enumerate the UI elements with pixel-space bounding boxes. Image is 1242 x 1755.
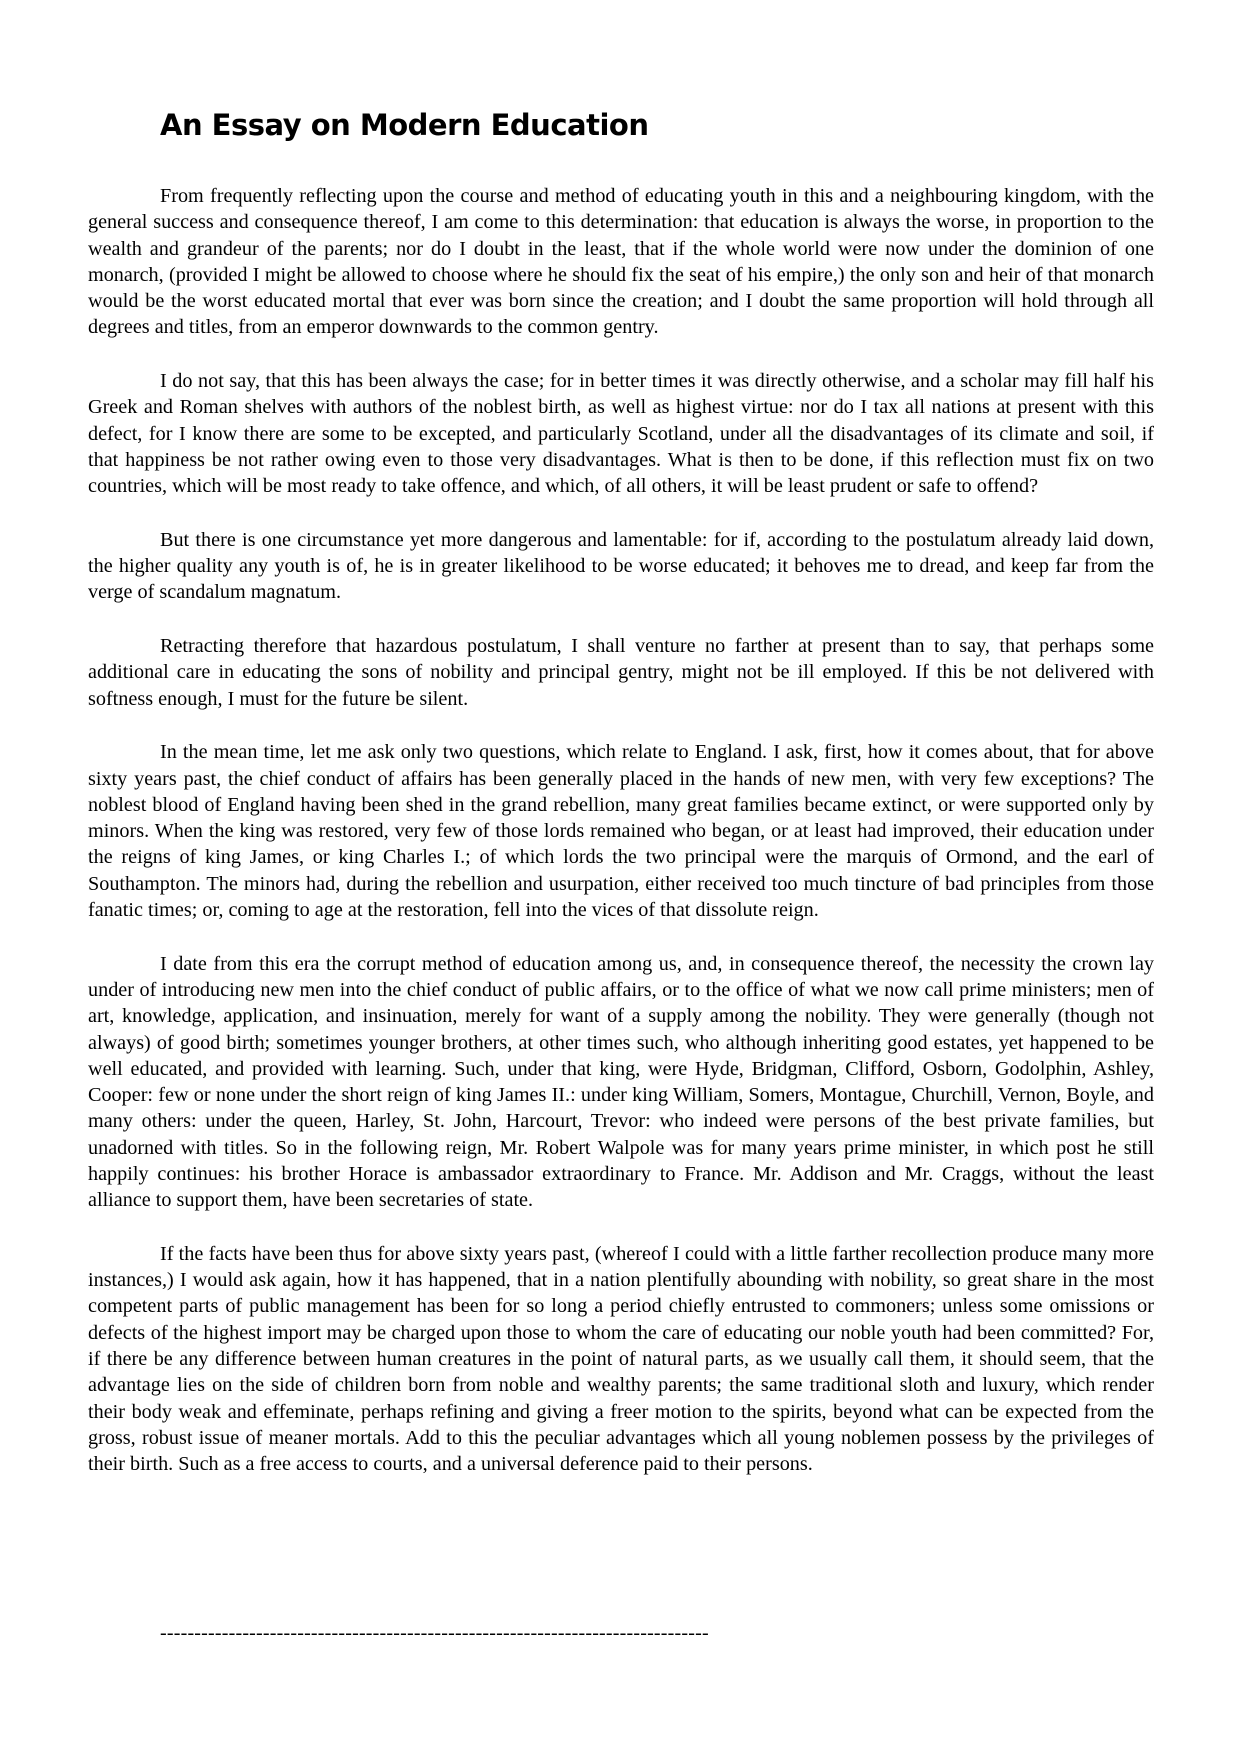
paragraph-5: In the mean time, let me ask only two questions, which relate to England. I ask, first, how it comes about, that for above sixty years past, the chief conduct of affairs has been generally placed in the hands of new men, with very few exceptions? The noblest blood of England having been shed in the grand rebellion, many great families became extinct, or were supported only by minors. When the king was restored, very few of those lords remained who began, or at least had improved, their education under the reigns of king James, or king Charles I.; of which lords the two principal were the marquis of Ormond, and the earl of Southampton. The minors had, during the rebellion and usurpation, either received too much tincture of bad principles from those fanatic times; or, coming to age at the restoration, fell into the vices of that dissolute reign.	[88, 741, 1154, 922]
paragraph-3: But there is one circumstance yet more dangerous and lamentable: for if, according to the postulatum already laid down, the higher quality any youth is of, he is in greater likelihood to be worse educated; it behoves me to dread, and keep far from the verge of scandalum magnatum.	[88, 528, 1154, 604]
footnote-separator: --------------------------------------------------------------------------------	[160, 1622, 709, 1644]
paragraph-4: Retracting therefore that hazardous postulatum, I shall venture no farther at present than to say, that perhaps some additional care in educating the sons of nobility and principal gentry, might not be ill employed. If this be not delivered with softness enough, I must for the future be silent.	[88, 635, 1154, 710]
paragraph-1: From frequently reflecting upon the course and method of educating youth in this and a neighbouring kingdom, with the general success and consequence thereof, I am come to this determination: that education is always the worse, in proportion to the wealth and grandeur of the parents; nor do I doubt in the least, that if the whole world were now under the dominion of one monarch, (provided I might be allowed to choose where he should fix the seat of his empire,) the only son and heir of that monarch would be the worst educated mortal that ever was born since the creation; and I doubt the same proportion will hold through all degrees and titles, from an emperor downwards to the common gentry.	[88, 185, 1154, 339]
paragraph-2: I do not say, that this has been always the case; for in better times it was directly otherwise, and a scholar may fill half his Greek and Roman shelves with authors of the noblest birth, as well as highest virtue: nor do I tax all nations at present with this defect, for I know there are some to be excepted, and particularly Scotland, under all the disadvantages of its climate and soil, if that happiness be not rather owing even to those very disadvantages. What is then to be done, if this reflection must fix on two countries, which will be most ready to take offence, and which, of all others, it will be least prudent or safe to offend?	[88, 370, 1154, 498]
paragraph-6: I date from this era the corrupt method of education among us, and, in consequence thereof, the necessity the crown lay under of introducing new men into the chief conduct of public affairs, or to the office of what we now call prime ministers; men of art, knowledge, application, and insinuation, merely for want of a supply among the nobility. They were generally (though not always) of good birth; sometimes younger brothers, at other times such, who although inheriting good estates, yet happened to be well educated, and provided with learning. Such, under that king, were Hyde, Bridgman, Clifford, Osborn, Godolphin, Ashley, Cooper: few or none under the short reign of king James II.: under king William, Somers, Montague, Churchill, Vernon, Boyle, and many others: under the queen, Harley, St. John, Harcourt, Trevor: who indeed were persons of the best private families, but unadorned with titles. So in the following reign, Mr. Robert Walpole was for many years prime minister, in which post he still happily continues: his brother Horace is ambassador extraordinary to France. Mr. Addison and Mr. Craggs, without the least alliance to support them, have been secretaries of state.	[88, 952, 1154, 1212]
essay-body	[88, 183, 1154, 1505]
page-title: An Essay on Modern Education	[160, 108, 649, 142]
paragraph-7: If the facts have been thus for above sixty years past, (whereof I could with a little farther recollection produce many more instances,) I would ask again, how it has happened, that in a nation plentifully abounding with nobility, so great share in the most competent parts of public management has been for so long a period chiefly entrusted to commoners; unless some omissions or defects of the highest import may be charged upon those to whom the care of educating our noble youth had been committed? For, if there be any difference between human creatures in the point of natural parts, as we usually call them, it should seem, that the advantage lies on the side of children born from noble and wealthy parents; the same traditional sloth and luxury, which render their body weak and effeminate, perhaps refining and giving a freer motion to the spirits, beyond what can be expected from the gross, robust issue of meaner mortals. Add to this the peculiar advantages which all young noblemen possess by the privileges of their birth. Such as a free access to courts, and a universal deference paid to their persons.	[88, 1242, 1154, 1476]
